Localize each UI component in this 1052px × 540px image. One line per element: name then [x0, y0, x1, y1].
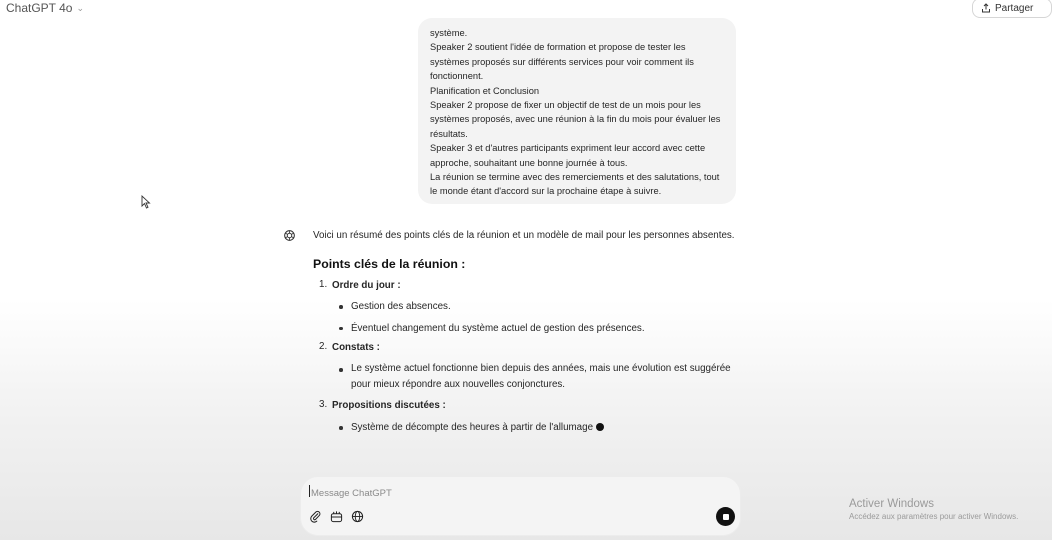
message-composer — [300, 476, 741, 536]
bullet-item — [332, 419, 753, 437]
user-message-line: Speaker 3 et d'autres participants expriment leur accord avec cette — [430, 143, 706, 154]
share-button[interactable] — [972, 0, 1052, 18]
user-message-line: Speaker 2 propose de fixer un objectif de test de un mois pour les — [430, 100, 701, 111]
user-message-line: approche, souhaitant une bonne journée à tous. — [430, 157, 628, 168]
user-message-line: La réunion se termine avec des remerciements et des salutations, tout — [430, 172, 720, 183]
paperclip-icon[interactable] — [309, 510, 322, 523]
user-message-bubble — [418, 18, 736, 204]
list-item — [313, 399, 753, 437]
item-title: Ordre du jour : — [332, 280, 401, 291]
section-heading: Points clés de la réunion : — [313, 257, 466, 271]
user-message-line: systèmes proposés, avec une réunion à la fin du mois pour évaluer les — [430, 114, 721, 125]
chatgpt-logo-icon — [283, 229, 296, 242]
text-caret — [309, 485, 310, 497]
bullet-text: Système de décompte des heures à partir de l'allumage — [351, 422, 594, 433]
item-number: 1. — [319, 279, 328, 290]
assistant-intro: Voici un résumé des points clés de la réunion et un modèle de mail pour les personnes absentes. — [313, 230, 735, 241]
item-number: 2. — [319, 341, 328, 352]
assistant-message — [313, 229, 753, 437]
chevron-down-icon: ⌄ — [76, 2, 85, 13]
item-title: Constats : — [332, 342, 380, 353]
stop-generating-button[interactable] — [716, 507, 735, 526]
list-item — [313, 279, 753, 337]
list-item — [313, 341, 753, 393]
item-number: 3. — [319, 399, 328, 410]
share-label: Partager — [995, 2, 1034, 14]
model-name: ChatGPT 4o — [6, 1, 73, 15]
windows-activation-watermark — [849, 497, 1018, 523]
typing-indicator-icon — [596, 423, 604, 431]
bullet-item — [332, 361, 753, 393]
item-title: Propositions discutées : — [332, 400, 446, 411]
user-message-line: systèmes proposés sur différents services pour voir comment ils — [430, 56, 694, 67]
bullet-item: Éventuel changement du système actuel de gestion des présences. — [332, 320, 753, 338]
user-message-line: Planification et Conclusion — [430, 85, 540, 96]
user-message-line: fonctionnent. — [430, 71, 484, 82]
key-points-list — [313, 279, 753, 437]
user-message-line: système. — [430, 28, 468, 38]
bullet-line: Le système actuel fonctionne bien depuis des années, mais une évolution est suggérée — [351, 363, 731, 374]
stop-icon — [723, 514, 729, 520]
user-message-line: Speaker 2 soutient l'idée de formation et propose de tester les — [430, 42, 686, 53]
tools-icon[interactable] — [330, 510, 343, 523]
share-icon — [981, 3, 991, 13]
top-bar — [0, 0, 1034, 20]
watermark-subtitle: Accédez aux paramètres pour activer Windows. — [849, 512, 1019, 521]
model-selector[interactable] — [6, 0, 84, 16]
bullet-line: pour mieux répondre aux nouvelles conjonctures. — [351, 379, 566, 390]
bullet-item: Gestion des absences. — [332, 298, 753, 316]
watermark-title: Activer Windows — [849, 498, 934, 510]
user-message-line: le monde étant d'accord sur la prochaine étape à suivre. — [430, 186, 662, 197]
globe-icon[interactable] — [351, 510, 364, 523]
user-message-line: résultats. — [430, 128, 468, 139]
mouse-cursor-icon — [141, 195, 151, 209]
message-input[interactable] — [311, 485, 691, 501]
